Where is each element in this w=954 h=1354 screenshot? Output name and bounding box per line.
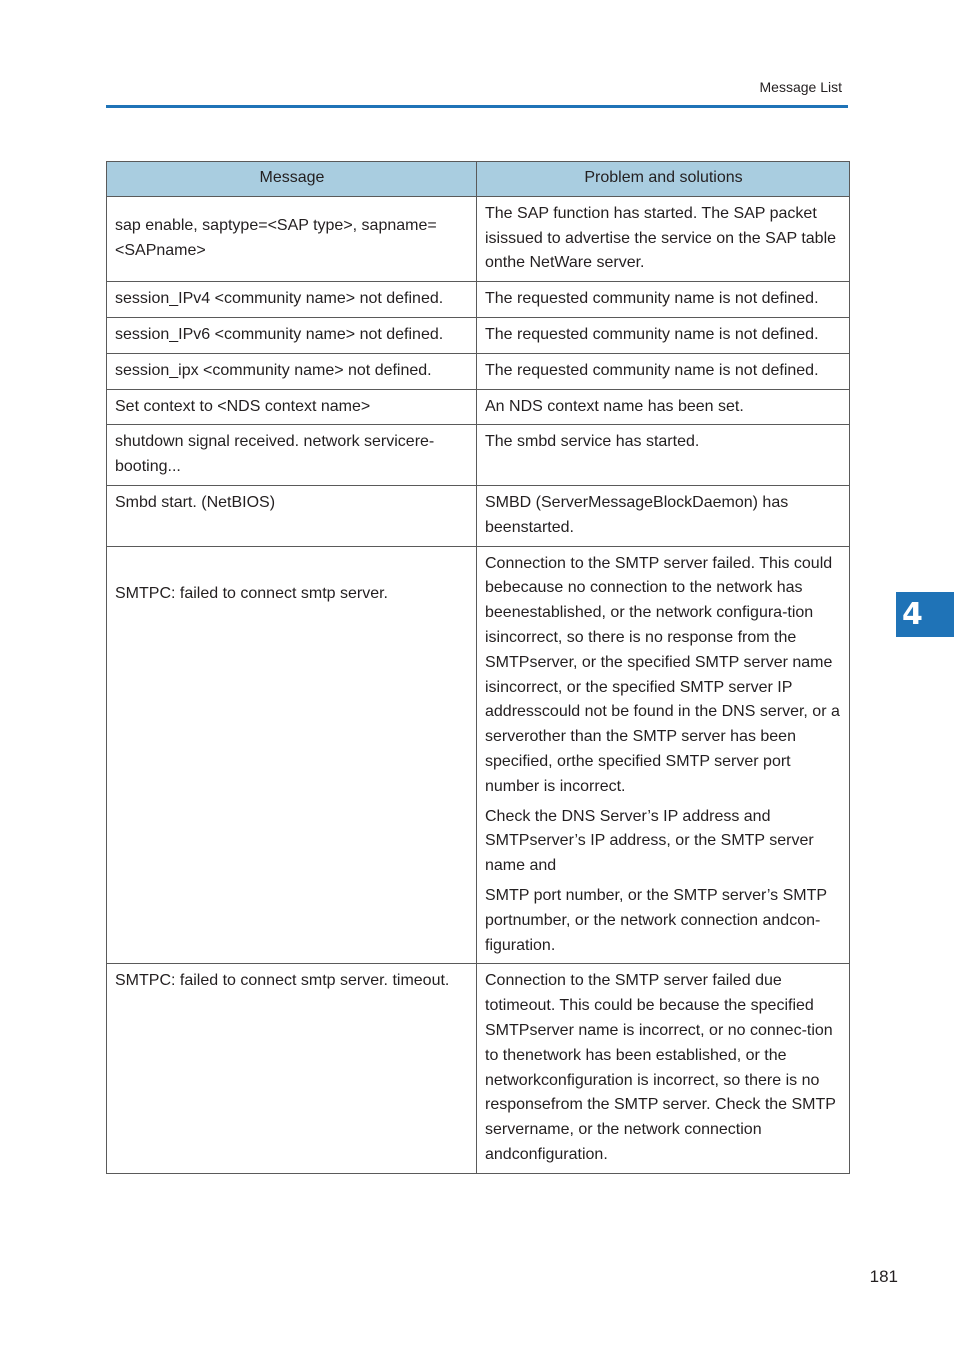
table-row bbox=[107, 196, 850, 281]
table-row bbox=[107, 546, 850, 964]
solution-cell bbox=[477, 389, 850, 425]
solution-text: SMTP port number, or the SMTP server’s SMTP portnumber, or the network connection andcon-figuration. bbox=[485, 886, 827, 954]
running-header: Message List bbox=[759, 79, 842, 95]
table-row bbox=[107, 425, 850, 486]
message-cell: shutdown signal received. network servicere-booting... bbox=[107, 425, 477, 486]
solution-cell bbox=[477, 353, 850, 389]
solution-text: The requested community name is not defined. bbox=[485, 325, 819, 343]
message-text: SMTPC: failed to connect smtp server. bbox=[115, 584, 388, 602]
column-header-solutions: Problem and solutions bbox=[477, 162, 850, 197]
table-row bbox=[107, 389, 850, 425]
header-rule bbox=[106, 105, 848, 108]
solution-cell bbox=[477, 317, 850, 353]
solution-text: Connection to the SMTP server failed. This could bebecause no connection to the network has beenestablished, or the network configura-tion isincorrect, so there is no response from the SMTPserver, or the specified SMTP server name isincorrect, or the specified SMTP server IP addresscould not be found in the DNS server, or a serverother than the SMTP server has been specified, orthe specified SMTP server port number is incorrect. bbox=[485, 554, 840, 795]
solution-text: The requested community name is not defined. bbox=[485, 361, 819, 379]
message-cell bbox=[107, 546, 477, 964]
table-row bbox=[107, 964, 850, 1173]
solution-cell bbox=[477, 964, 850, 1173]
chapter-tab: 4 bbox=[896, 592, 954, 637]
message-cell: Set context to <NDS context name> bbox=[107, 389, 477, 425]
table-row bbox=[107, 485, 850, 546]
solution-text: An NDS context name has been set. bbox=[485, 397, 744, 415]
solution-text: Connection to the SMTP server failed due totimeout. This could be because the specified SMTPserver name is incorrect, or no connec-tion to thenetwork has been established, or the networkconfiguration is incorrect, so there is no responsefrom the SMTP server. Check the SMTP servername, or the network connection andconfiguration. bbox=[485, 972, 836, 1163]
solution-cell bbox=[477, 485, 850, 546]
solution-text: Check the DNS Server’s IP address and SMTPserver’s IP address, or the SMTP server name and bbox=[485, 807, 814, 875]
message-cell: sap enable, saptype=<SAP type>, sapname=<SAPname> bbox=[107, 196, 477, 281]
message-cell: SMTPC: failed to connect smtp server. timeout. bbox=[107, 964, 477, 1173]
message-cell: session_IPv4 <community name> not defined. bbox=[107, 282, 477, 318]
solution-text: The requested community name is not defined. bbox=[485, 290, 819, 308]
solution-cell bbox=[477, 196, 850, 281]
solution-text: SMBD (ServerMessageBlockDaemon) has beenstarted. bbox=[485, 493, 789, 536]
solution-cell bbox=[477, 425, 850, 486]
table-header-row bbox=[107, 162, 850, 197]
table-row bbox=[107, 353, 850, 389]
table-row bbox=[107, 282, 850, 318]
solution-cell bbox=[477, 282, 850, 318]
message-table bbox=[106, 161, 850, 1174]
table-row bbox=[107, 317, 850, 353]
solution-text: The SAP function has started. The SAP packet isissued to advertise the service on the SAP table onthe NetWare server. bbox=[485, 204, 837, 272]
solution-cell bbox=[477, 546, 850, 964]
message-cell: session_ipx <community name> not defined. bbox=[107, 353, 477, 389]
column-header-message: Message bbox=[107, 162, 477, 197]
page-number: 181 bbox=[869, 1267, 898, 1286]
message-cell: Smbd start. (NetBIOS) bbox=[107, 485, 477, 546]
solution-text: The smbd service has started. bbox=[485, 433, 700, 451]
message-cell: session_IPv6 <community name> not defined. bbox=[107, 317, 477, 353]
